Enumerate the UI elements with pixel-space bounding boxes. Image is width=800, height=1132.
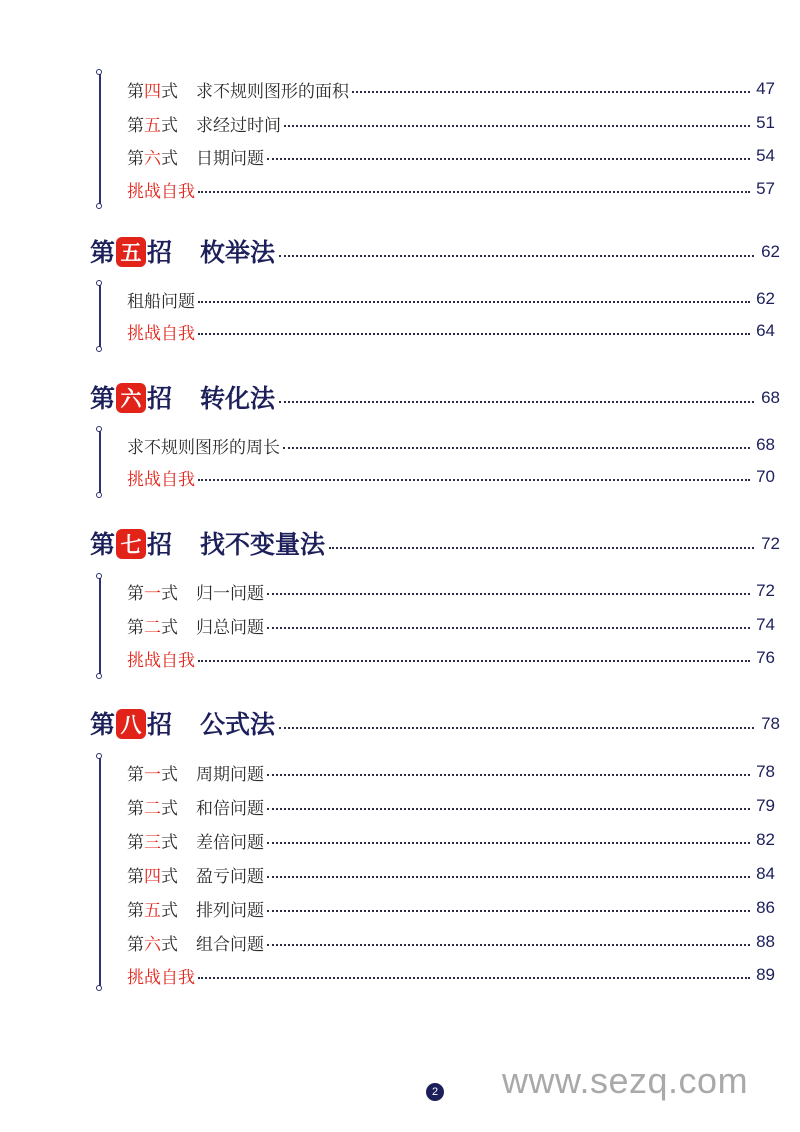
toc-challenge-entry[interactable] [127,962,775,988]
entry-title: 差倍问题 [196,832,264,853]
chapter-prefix: 第 [90,529,116,559]
entry-title: 归总问题 [196,617,264,638]
dot-leader [279,255,754,257]
entry-page: 89 [756,965,775,984]
toc-entry[interactable] [127,759,775,785]
dot-leader [267,876,750,878]
chapter-number-badge: 六 [116,383,146,413]
toc-entry[interactable] [127,432,775,458]
toc-entry[interactable] [127,76,775,102]
dot-leader [267,158,750,160]
entry-title: 求不规则图形的周长 [127,437,280,458]
timeline-line [99,283,101,349]
timeline-dot-bottom [96,203,102,209]
entry-title: 盈亏问题 [196,866,264,887]
timeline-line [99,72,101,206]
chapter-title: 公式法 [200,709,276,739]
entry-title: 排列问题 [196,900,264,921]
toc-challenge-entry[interactable] [127,318,775,344]
challenge-title: 挑战自我 [127,181,195,202]
chapter-page: 78 [761,714,780,733]
dot-leader [267,593,750,595]
chapter-prefix: 第 [90,383,116,413]
chapter-suffix: 招 [147,237,173,267]
entry-page: 70 [756,467,775,486]
dot-leader [283,447,750,449]
entry-page: 82 [756,830,775,849]
dot-leader [267,944,750,946]
entry-page: 72 [756,581,775,600]
entry-label: 第五式 [127,900,178,921]
entry-page: 54 [756,146,775,165]
entry-page: 76 [756,648,775,667]
toc-entry[interactable] [127,861,775,887]
toc-entry[interactable] [127,793,775,819]
entry-page: 57 [756,179,775,198]
timeline-dot-top [96,69,102,75]
toc-entry[interactable] [127,143,775,169]
chapter-prefix: 第 [90,709,116,739]
chapter-prefix: 第 [90,237,116,267]
dot-leader [284,125,750,127]
chapter-title: 转化法 [200,383,276,413]
chapter-heading[interactable] [90,378,780,418]
chapter-number-badge: 七 [116,529,146,559]
toc-entry[interactable] [127,895,775,921]
entry-label: 第一式 [127,583,178,604]
dot-leader [198,479,750,481]
entry-title: 和倍问题 [196,798,264,819]
challenge-title: 挑战自我 [127,650,195,671]
page-number-badge: 2 [426,1083,444,1101]
entry-label: 第三式 [127,832,178,853]
dot-leader [198,333,750,335]
dot-leader [198,191,750,193]
entry-page: 88 [756,932,775,951]
dot-leader [267,627,750,629]
entry-label: 第二式 [127,798,178,819]
toc-entry[interactable] [127,827,775,853]
chapter-suffix: 招 [147,383,173,413]
entry-page: 79 [756,796,775,815]
entry-title: 租船问题 [127,291,195,312]
dot-leader [267,910,750,912]
timeline-dot-bottom [96,492,102,498]
entry-label: 第六式 [127,934,178,955]
timeline-dot-bottom [96,985,102,991]
entry-title: 求不规则图形的面积 [196,81,349,102]
timeline-dot-top [96,280,102,286]
chapter-heading[interactable] [90,524,780,564]
toc-entry[interactable] [127,612,775,638]
timeline-dot-top [96,573,102,579]
challenge-title: 挑战自我 [127,323,195,344]
dot-leader [329,547,754,549]
chapter-page: 62 [761,242,780,261]
entry-page: 78 [756,762,775,781]
entry-page: 51 [756,113,775,132]
entry-label: 第一式 [127,764,178,785]
challenge-title: 挑战自我 [127,967,195,988]
dot-leader [267,808,750,810]
chapter-number-badge: 八 [116,709,146,739]
entry-page: 74 [756,615,775,634]
timeline-dot-top [96,753,102,759]
toc-entry[interactable] [127,286,775,312]
entry-page: 84 [756,864,775,883]
entry-label: 第六式 [127,148,178,169]
toc-challenge-entry[interactable] [127,176,775,202]
chapter-suffix: 招 [147,709,173,739]
chapter-number-badge: 五 [116,237,146,267]
toc-challenge-entry[interactable] [127,464,775,490]
dot-leader [279,727,754,729]
chapter-title: 枚举法 [200,237,276,267]
timeline-dot-bottom [96,346,102,352]
entry-label: 第四式 [127,81,178,102]
timeline-line [99,576,101,676]
dot-leader [267,842,750,844]
timeline-dot-top [96,426,102,432]
toc-entry[interactable] [127,110,775,136]
dot-leader [198,660,750,662]
entry-page: 47 [756,79,775,98]
timeline-line [99,429,101,495]
chapter-title: 找不变量法 [200,529,326,559]
chapter-heading[interactable] [90,232,780,272]
entry-title: 日期问题 [196,148,264,169]
entry-title: 求经过时间 [196,115,281,136]
toc-challenge-entry[interactable] [127,645,775,671]
challenge-title: 挑战自我 [127,469,195,490]
chapter-page: 72 [761,534,780,553]
dot-leader [198,977,750,979]
watermark: www.sezq.com [502,1060,749,1101]
chapter-suffix: 招 [147,529,173,559]
entry-title: 周期问题 [196,764,264,785]
timeline-line [99,756,101,988]
entry-page: 62 [756,289,775,308]
toc-entry[interactable] [127,578,775,604]
entry-title: 归一问题 [196,583,264,604]
chapter-page: 68 [761,388,780,407]
toc-entry[interactable] [127,929,775,955]
dot-leader [267,774,750,776]
chapter-heading[interactable] [90,704,780,744]
dot-leader [352,91,750,93]
entry-page: 64 [756,321,775,340]
entry-label: 第二式 [127,617,178,638]
timeline-dot-bottom [96,673,102,679]
dot-leader [198,301,750,303]
entry-label: 第五式 [127,115,178,136]
entry-title: 组合问题 [196,934,264,955]
entry-page: 86 [756,898,775,917]
entry-label: 第四式 [127,866,178,887]
entry-page: 68 [756,435,775,454]
dot-leader [279,401,754,403]
